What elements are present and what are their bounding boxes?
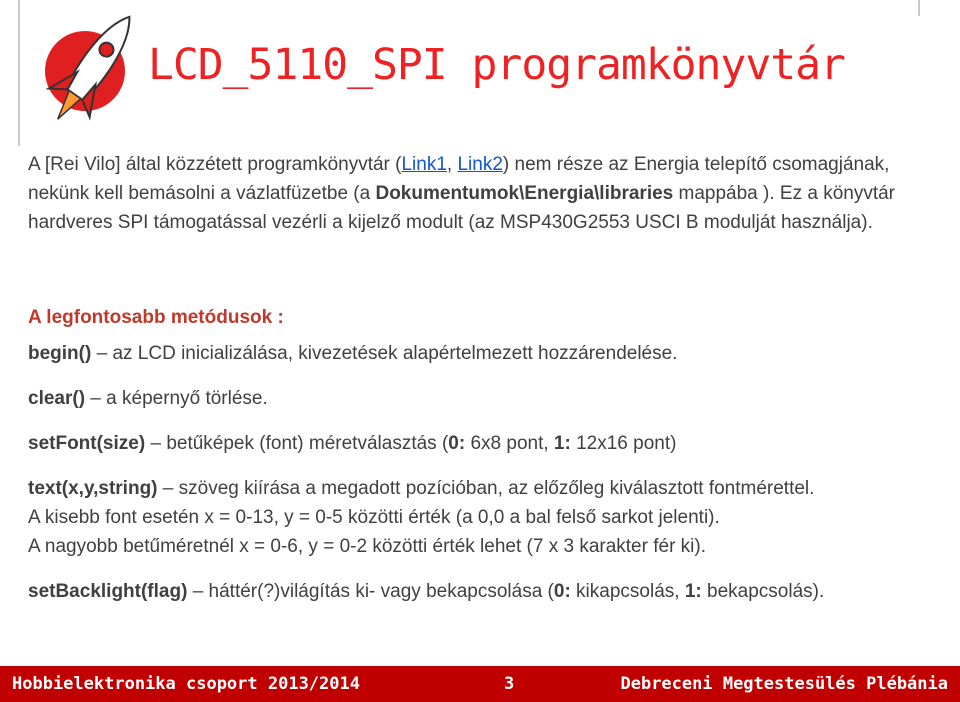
method-desc: kikapcsolás, <box>570 581 685 602</box>
method-dash: – <box>157 478 179 499</box>
library-path: Dokumentumok\Energia\libraries <box>375 183 674 204</box>
footer-right: Debreceni Megtestesülés Plébánia <box>620 674 948 694</box>
method-desc: 6x8 pont, <box>465 433 554 454</box>
slide-content <box>28 150 948 602</box>
key-one: 1: <box>684 581 702 602</box>
method-setfont <box>28 429 676 458</box>
method-desc: háttér(?)világítás ki- vagy bekapcsolása ( <box>208 581 554 602</box>
method-desc: 12x16 pont) <box>570 433 677 454</box>
methods-heading: A legfontosabb metódusok : <box>28 307 284 328</box>
method-setbacklight <box>28 577 824 606</box>
method-dash: – <box>91 343 113 364</box>
footer-left: Hobbielektronika csoport 2013/2014 <box>12 674 360 694</box>
key-zero: 0: <box>448 433 466 454</box>
key-zero: 0: <box>553 581 571 602</box>
method-desc: a képernyő törlése. <box>106 388 268 409</box>
intro-paragraph <box>28 150 948 237</box>
top-divider <box>918 0 920 16</box>
page-number: 3 <box>504 674 515 694</box>
link2[interactable]: Link2 <box>457 154 503 175</box>
method-text <box>28 474 814 503</box>
rocket-icon <box>40 6 140 146</box>
method-name: clear() <box>28 388 86 409</box>
method-dash: – <box>187 581 209 602</box>
footer-bar <box>0 666 960 702</box>
key-one: 1: <box>553 433 571 454</box>
link1[interactable]: Link1 <box>401 154 447 175</box>
method-name: setBacklight(flag) <box>28 581 188 602</box>
method-text-line3: A nagyobb betűméretnél x = 0-6, y = 0-2 közötti érték lehet (7 x 3 karakter fér ki). <box>28 536 707 557</box>
page-title: LCD_5110_SPI programkönyvtár <box>148 40 845 90</box>
method-text-line2: A kisebb font esetén x = 0-13, y = 0-5 közötti érték (a 0,0 a bal felső sarkot jelenti). <box>28 507 720 528</box>
method-name: text(x,y,string) <box>28 478 158 499</box>
method-desc: az LCD inicializálása, kivezetések alapértelmezett hozzárendelése. <box>112 343 678 364</box>
intro-comma: , <box>446 154 458 175</box>
method-desc: bekapcsolás). <box>701 581 825 602</box>
intro-text-1: A [Rei Vilo] által közzétett programkönyvtár ( <box>28 154 402 175</box>
method-name: begin() <box>28 343 92 364</box>
method-desc: szöveg kiírása a megadott pozícióban, az előzőleg kiválasztott fontmérettel. <box>178 478 815 499</box>
title-divider <box>18 0 20 146</box>
method-begin <box>28 339 677 368</box>
method-dash: – <box>85 388 107 409</box>
method-dash: – <box>145 433 167 454</box>
intro-text-3: mappába ). Ez a könyvtár hardveres SPI támogatással vezérli a kijelző modult (az MSP430G2553 USCI B modulját használja). <box>28 183 896 233</box>
method-name: setFont(size) <box>28 433 146 454</box>
method-clear <box>28 384 268 413</box>
method-desc: betűképek (font) méretválasztás ( <box>166 433 449 454</box>
intro-text-2: ) nem része az Energia telepítő csomagjának, nekünk kell bemásolni a vázlatfüzetbe (a <box>28 154 890 204</box>
